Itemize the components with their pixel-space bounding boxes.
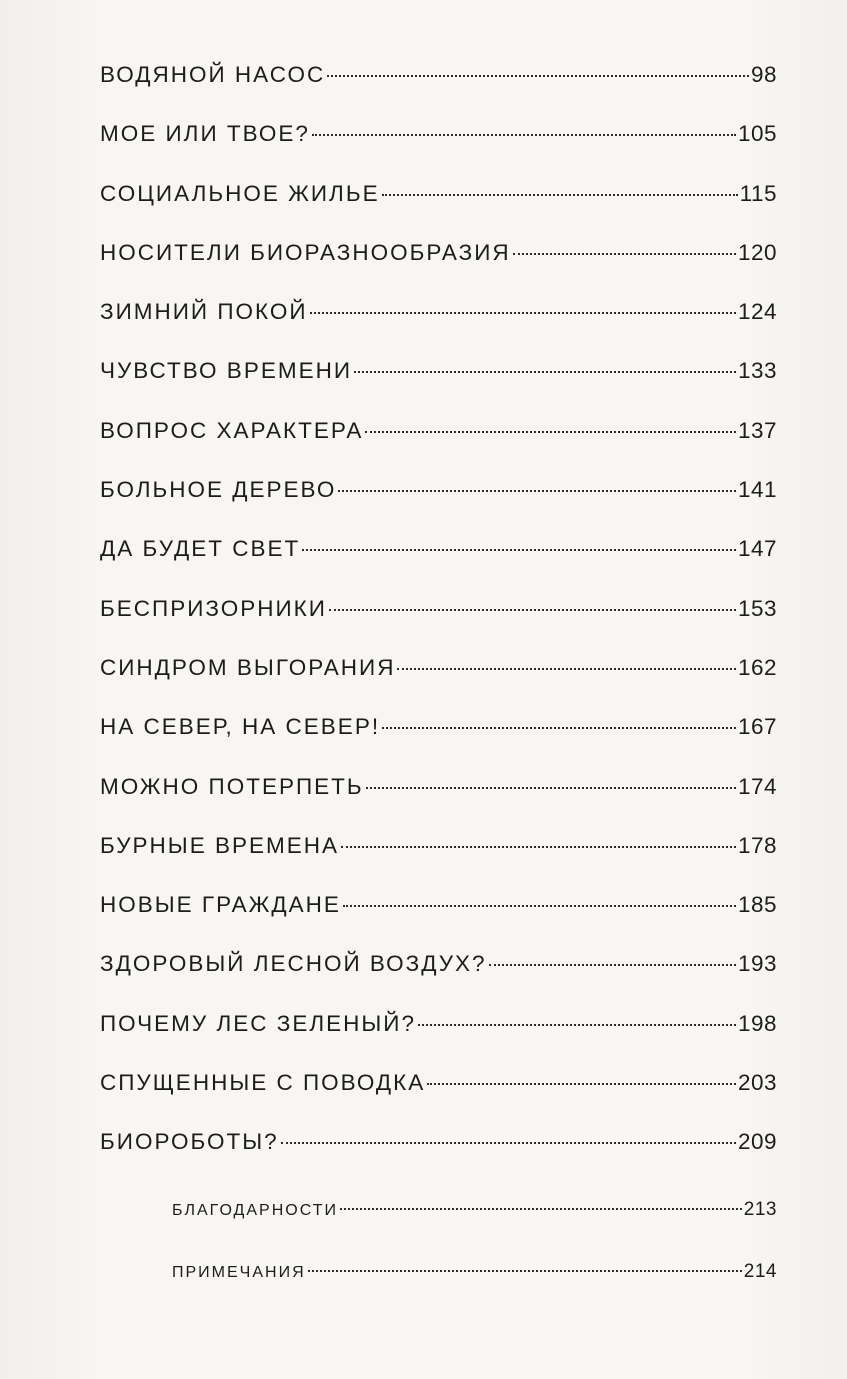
dot-leader bbox=[489, 964, 736, 966]
toc-entry-title: ДА БУДЕТ СВЕТ bbox=[100, 536, 301, 562]
toc-entry-title: БЕСПРИЗОРНИКИ bbox=[100, 595, 327, 621]
toc-entry-title: БОЛЬНОЕ ДЕРЕВО bbox=[100, 477, 337, 503]
toc-entry-title: БИОРОБОТЫ? bbox=[100, 1129, 279, 1155]
toc-entry-acknowledgements bbox=[100, 1187, 777, 1249]
dot-leader bbox=[427, 1083, 736, 1085]
toc-entry-title: ЧУВСТВО ВРЕМЕНИ bbox=[100, 358, 353, 384]
dot-leader bbox=[302, 549, 736, 551]
toc-entry-title: ЗИМНИЙ ПОКОЙ bbox=[100, 299, 308, 325]
dot-leader bbox=[338, 490, 736, 492]
toc-entry bbox=[100, 1119, 777, 1178]
toc-entry bbox=[100, 941, 777, 1000]
dot-leader bbox=[281, 1142, 736, 1144]
toc-entry-title: СОЦИАЛЬНОЕ ЖИЛЬЕ bbox=[100, 180, 380, 206]
dot-leader bbox=[418, 1024, 736, 1026]
toc-entry-title: ПРИМЕЧАНИЯ bbox=[172, 1263, 306, 1281]
toc-entry bbox=[100, 823, 777, 882]
toc-entry-title: ЗДОРОВЫЙ ЛЕСНОЙ ВОЗДУХ? bbox=[100, 951, 487, 977]
toc-entry bbox=[100, 1060, 777, 1119]
toc-entry-page: 124 bbox=[737, 299, 777, 325]
dot-leader bbox=[312, 134, 736, 136]
toc-entry bbox=[100, 111, 777, 170]
dot-leader bbox=[340, 1208, 742, 1210]
toc-entry-title: НОСИТЕЛИ БИОРАЗНООБРАЗИЯ bbox=[100, 239, 511, 265]
toc-entry-page: 153 bbox=[737, 595, 777, 621]
toc-entry-title: БУРНЫЕ ВРЕМЕНА bbox=[100, 832, 340, 858]
dot-leader bbox=[327, 75, 749, 77]
toc-entry-page: 209 bbox=[737, 1129, 777, 1155]
toc-entry-page: 174 bbox=[737, 773, 777, 799]
dot-leader bbox=[513, 253, 736, 255]
toc-entry bbox=[100, 348, 777, 407]
toc-entry-page: 141 bbox=[737, 477, 777, 503]
dot-leader bbox=[382, 727, 736, 729]
toc-entry bbox=[100, 171, 777, 230]
toc-entry-title: ВОДЯНОЙ НАСОС bbox=[100, 62, 326, 87]
toc-entry-page: 203 bbox=[737, 1070, 777, 1096]
toc-entry-page: 185 bbox=[737, 892, 777, 918]
dot-leader bbox=[343, 905, 736, 907]
dot-leader bbox=[308, 1270, 742, 1272]
toc-entry-title: МОЖНО ПОТЕРПЕТЬ bbox=[100, 773, 364, 799]
toc-entry bbox=[100, 1001, 777, 1060]
toc-entry-page: 178 bbox=[737, 832, 777, 858]
toc-entry-page: 133 bbox=[737, 358, 777, 384]
toc-entry bbox=[100, 645, 777, 704]
toc-entry-page: 167 bbox=[737, 714, 777, 740]
toc-entry-title: ПОЧЕМУ ЛЕС ЗЕЛЕНЫЙ? bbox=[100, 1010, 416, 1036]
toc-entry-page: 115 bbox=[739, 180, 777, 206]
toc-entry-page: 98 bbox=[750, 62, 777, 87]
dot-leader bbox=[382, 194, 738, 196]
toc-entry-page: 214 bbox=[743, 1260, 777, 1282]
toc-entry-page: 147 bbox=[737, 536, 777, 562]
toc-entry-title: БЛАГОДАРНОСТИ bbox=[172, 1201, 339, 1219]
dot-leader bbox=[354, 371, 736, 373]
dot-leader bbox=[329, 609, 736, 611]
toc-entry-title: НОВЫЕ ГРАЖДАНЕ bbox=[100, 892, 341, 918]
toc-entry bbox=[100, 52, 777, 111]
dot-leader bbox=[365, 431, 736, 433]
toc-entry bbox=[100, 764, 777, 823]
toc-entry-page: 193 bbox=[737, 951, 777, 977]
toc-entry-page: 213 bbox=[743, 1198, 777, 1220]
toc-entry-page: 198 bbox=[737, 1010, 777, 1036]
table-of-contents bbox=[100, 52, 777, 1311]
dot-leader bbox=[310, 312, 736, 314]
toc-entry bbox=[100, 586, 777, 645]
toc-entry bbox=[100, 408, 777, 467]
dot-leader bbox=[397, 668, 736, 670]
toc-entry-title: ВОПРОС ХАРАКТЕРА bbox=[100, 417, 364, 443]
toc-entry-title: МОЕ ИЛИ ТВОЕ? bbox=[100, 121, 310, 147]
toc-entry bbox=[100, 526, 777, 585]
toc-entry-title: НА СЕВЕР, НА СЕВЕР! bbox=[100, 714, 381, 740]
toc-entry bbox=[100, 882, 777, 941]
toc-entry-page: 162 bbox=[737, 654, 777, 680]
toc-entry-page: 120 bbox=[737, 239, 777, 265]
toc-entry bbox=[100, 704, 777, 763]
toc-entry-page: 137 bbox=[737, 417, 777, 443]
toc-entry-page: 105 bbox=[737, 121, 777, 147]
toc-entry-notes bbox=[100, 1249, 777, 1311]
toc-entry bbox=[100, 230, 777, 289]
toc-entry-title: СИНДРОМ ВЫГОРАНИЯ bbox=[100, 654, 396, 680]
dot-leader bbox=[341, 846, 736, 848]
dot-leader bbox=[366, 787, 736, 789]
toc-entry bbox=[100, 467, 777, 526]
toc-entry bbox=[100, 289, 777, 348]
toc-entry-title: СПУЩЕННЫЕ С ПОВОДКА bbox=[100, 1070, 426, 1096]
